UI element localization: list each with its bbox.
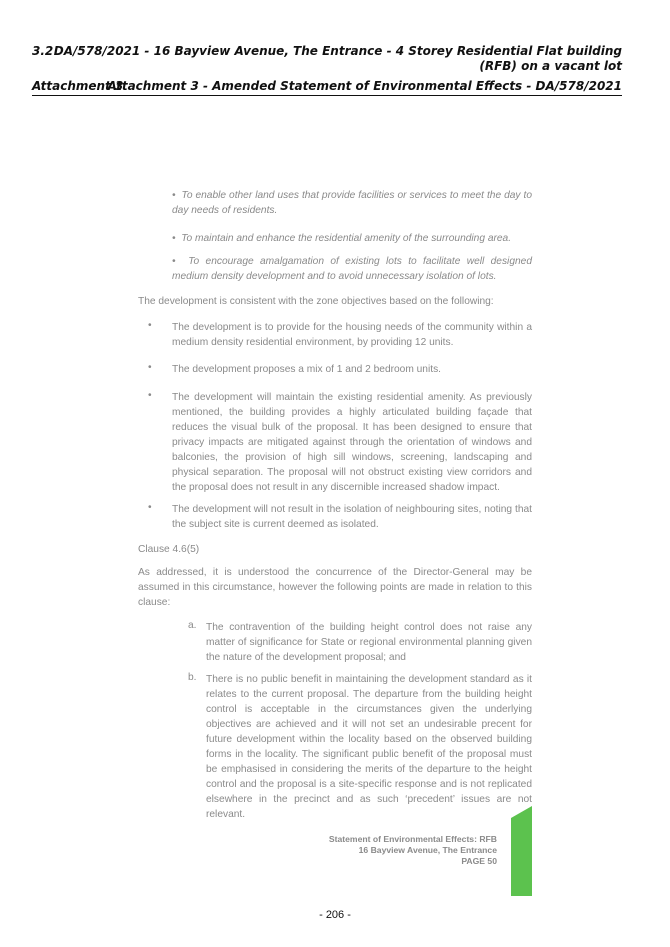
attachment-header: [32, 79, 622, 96]
footer-line: Statement of Environmental Effects: RFB: [328, 834, 497, 844]
item-title-line1: DA/578/2021 - 16 Bayview Avenue, The Entrance - 4 Storey Residential Flat building: [53, 44, 622, 58]
list-item: The development is to provide for the housing needs of the community within a medium density residential environment, by providing 12 units.: [172, 322, 532, 348]
attachment-title: Attachment 3 - Amended Statement of Environmental Effects - DA/578/2021: [107, 79, 622, 93]
bullet-icon: •: [148, 320, 152, 331]
objective-item: • To encourage amalgamation of existing lots to facilitate well designed medium density development and to avoid unnecessary isolation of lots.: [172, 256, 532, 282]
document-header: [32, 44, 622, 74]
item-title-line2: (RFB) on a vacant lot: [479, 59, 622, 73]
objective-item: • To maintain and enhance the residential amenity of the surrounding area.: [172, 233, 512, 244]
page-footer: [329, 834, 497, 867]
item-number: 3.2: [32, 44, 54, 58]
footer-line: 16 Bayview Avenue, The Entrance: [358, 845, 497, 855]
list-marker: b.: [188, 672, 197, 683]
clause-intro: As addressed, it is understood the concurrence of the Director-General may be assumed in this circumstance, however the following points are made in relation to this clause:: [138, 567, 532, 608]
bullet-icon: •: [148, 502, 152, 513]
list-marker: a.: [188, 620, 197, 631]
list-item: The development proposes a mix of 1 and 2 bedroom units.: [172, 364, 441, 375]
bullet-icon: •: [148, 390, 152, 401]
attachment-label: Attachment 3: [32, 79, 124, 93]
list-item: The development will not result in the isolation of neighbouring sites, noting that the subject site is current deemed as isolated.: [172, 504, 532, 530]
page-number: - 206 -: [319, 909, 351, 921]
bullet-icon: •: [148, 362, 152, 373]
clause-heading: Clause 4.6(5): [138, 544, 200, 555]
item-title: [54, 44, 622, 74]
green-accent-bar: [511, 806, 532, 896]
clause-item: The contravention of the building height control does not raise any matter of significance for State or regional environmental planning given the nature of the development proposal; and: [206, 622, 532, 663]
objective-item: • To enable other land uses that provide facilities or services to meet the day to day needs of residents.: [172, 190, 532, 216]
clause-item: There is no public benefit in maintaining the development standard as it relates to the current proposal. The departure from the building height control is acceptable in the circumstances given the underlying objectives are achieved and it will not set an undesirable precent for future development within the locality based on the observed building forms in the locality. The significant public benefit of the proposal must be emphasised in considering the merits of the departure to the height control and the proposal is a site-specific response and is not replicated elsewhere in the precinct and as such ‘precedent’ issues are not relevant.: [206, 674, 532, 820]
consistency-intro: The development is consistent with the zone objectives based on the following:: [138, 296, 494, 307]
list-item: The development will maintain the existing residential amenity. As previously mentioned, the building provides a highly articulated building façade that reduces the visual bulk of the proposal. It has been designed to ensure that privacy impacts are mitigated against through the orientation of windows and balconies, the provision of high sill windows, screening, landscaping and physical separation. The proposal will not obstruct existing view corridors and the proposal does not result in any discernible increased shadow impact.: [172, 392, 532, 493]
footer-page: PAGE 50: [461, 856, 497, 866]
